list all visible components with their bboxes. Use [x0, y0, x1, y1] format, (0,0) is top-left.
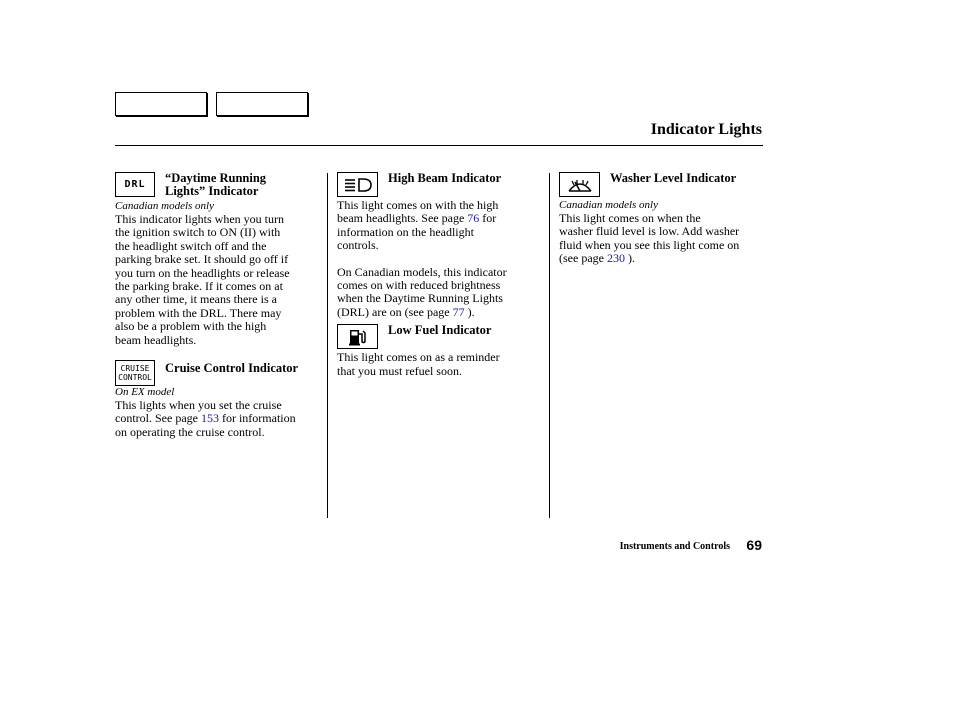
high-beam-body: [337, 199, 542, 319]
title-divider: [115, 145, 763, 146]
washer-heading: Washer Level Indicator: [610, 171, 737, 185]
body-line: problem with the DRL. There may: [115, 305, 282, 320]
low-fuel-section-header: [337, 324, 542, 349]
high-beam-icon: [337, 172, 378, 197]
cruise-icon-label: CONTROL: [118, 373, 152, 383]
washer-section-header: [559, 172, 764, 197]
body-line: the headlight switch off and the: [115, 238, 267, 253]
washer-body: [559, 212, 764, 266]
washer-icon: [559, 172, 600, 197]
drl-heading: [165, 172, 266, 198]
next-page-button[interactable]: [216, 92, 308, 116]
body-line: beam headlights.: [115, 332, 197, 347]
low-fuel-body: [337, 351, 542, 378]
column-1: [115, 172, 321, 439]
body-line: any other time, it means there is a: [115, 292, 277, 307]
column-divider-1: [327, 173, 328, 518]
page-link-77[interactable]: 77: [452, 304, 465, 319]
high-beam-section-header: [337, 172, 542, 197]
cruise-control-icon: [115, 360, 155, 386]
column-2: [337, 172, 542, 378]
body-line: This indicator lights when you turn: [115, 212, 284, 226]
high-beam-heading: High Beam Indicator: [388, 171, 502, 185]
cruise-note: On EX model: [115, 386, 175, 399]
body-line: beam headlights. See page 76 for: [337, 211, 497, 226]
washer-note: Canadian models only: [559, 199, 658, 211]
cruise-icon-label: CRUISE: [120, 364, 150, 374]
body-line: fluid when you see this light come on: [559, 237, 740, 252]
page-link-153[interactable]: 153: [200, 411, 219, 426]
low-fuel-heading: Low Fuel Indicator: [388, 323, 492, 338]
body-line: This lights when you set the cruise: [115, 398, 282, 413]
drl-heading-line: “Daytime Running: [165, 171, 267, 185]
fuel-pump-icon: [337, 324, 378, 349]
column-divider-2: [549, 173, 550, 518]
body-line: comes on with reduced brightness: [337, 278, 501, 293]
body-line: parking brake set. It should go off if: [115, 252, 289, 267]
body-line: This light comes on with the high: [337, 198, 499, 212]
body-line: control. See page 153 for information: [115, 411, 296, 426]
cruise-heading: Cruise Control Indicator: [165, 361, 299, 376]
page-link-76[interactable]: 76: [467, 211, 480, 226]
body-line: also be a problem with the high: [115, 319, 267, 334]
body-line: you turn on the headlights or release: [115, 265, 290, 280]
column-3: [559, 172, 764, 266]
body-line: washer fluid level is low. Add washer: [559, 224, 740, 239]
page-link-230[interactable]: 230: [606, 251, 625, 266]
body-line: the parking brake. If it comes on at: [115, 279, 283, 294]
cruise-body: [115, 399, 321, 439]
drl-note: Canadian models only: [115, 200, 214, 212]
body-line: when the Daytime Running Lights: [337, 291, 503, 306]
cruise-section-header: [115, 360, 321, 386]
drl-heading-line: Lights” Indicator: [165, 184, 259, 198]
page-number: 69: [746, 537, 762, 553]
body-line: On Canadian models, this indicator: [337, 264, 507, 279]
body-line: This light comes on as a reminder: [337, 350, 500, 365]
footer-section-name: Instruments and Controls: [619, 541, 730, 552]
body-line: that you must refuel soon.: [337, 363, 462, 378]
body-line: (see page 230 ).: [559, 251, 635, 266]
body-line: This light comes on when the: [559, 211, 701, 225]
body-line: controls.: [337, 238, 379, 253]
page-title: Indicator Lights: [650, 121, 762, 138]
previous-page-button[interactable]: [115, 92, 207, 116]
body-line: the ignition switch to ON (II) with: [115, 225, 281, 240]
body-line: on operating the cruise control.: [115, 424, 265, 439]
body-line: (DRL) are on (see page 77 ).: [337, 304, 475, 319]
drl-body: [115, 213, 321, 347]
body-line: information on the headlight: [337, 224, 474, 239]
drl-icon-label: DRL: [124, 178, 146, 190]
drl-icon: [115, 172, 155, 197]
drl-section-header: [115, 172, 321, 198]
